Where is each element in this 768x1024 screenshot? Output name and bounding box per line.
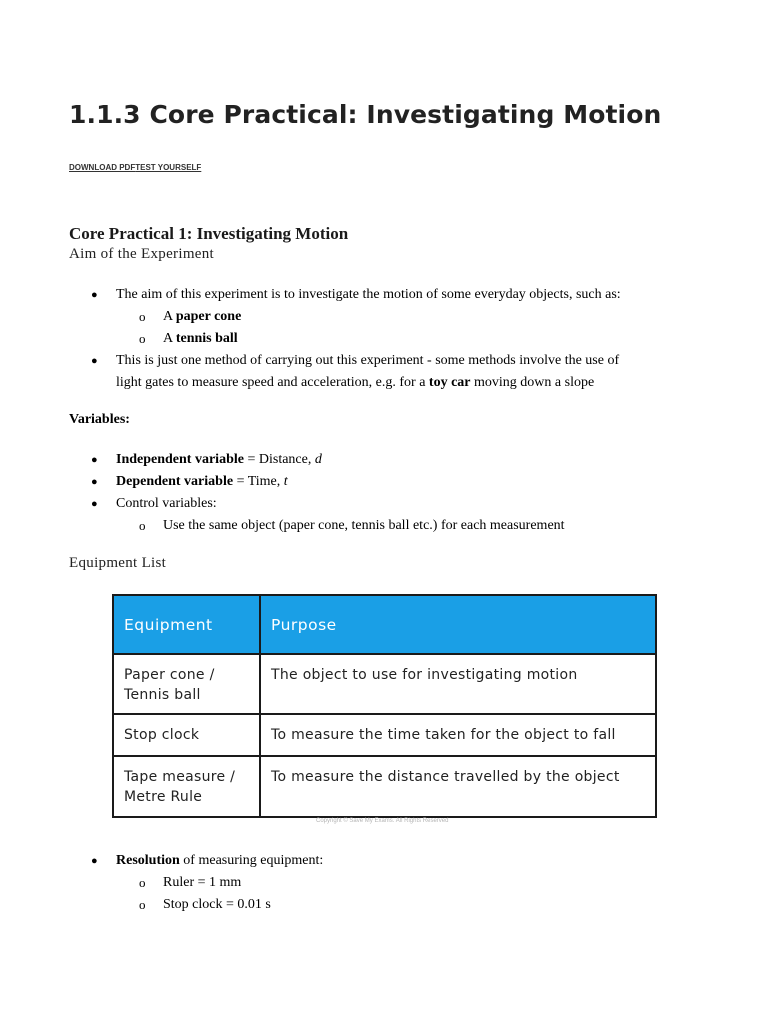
list-item: ● Resolution of measuring equipment: xyxy=(69,850,709,872)
list-item: o Stop clock = 0.01 s xyxy=(69,894,709,916)
list-item: ● Control variables: xyxy=(69,493,709,515)
bullet-icon: ● xyxy=(91,498,98,510)
test-yourself-link[interactable]: TEST YOURSELF xyxy=(135,163,202,172)
list-item: o A paper cone xyxy=(69,306,709,328)
table-header-row xyxy=(113,595,656,654)
table-row xyxy=(113,714,656,756)
variables-list xyxy=(69,449,709,537)
section-heading: Core Practical 1: Investigating Motion xyxy=(69,224,349,243)
aim-heading: Aim of the Experiment xyxy=(69,246,215,262)
copyright-notice: Copyright © Save My Exams. All Rights Reserved xyxy=(316,818,449,824)
equipment-heading: Equipment List xyxy=(69,555,167,571)
bullet-icon: ● xyxy=(91,289,98,301)
circle-bullet-icon: o xyxy=(139,309,146,324)
list-item: o Use the same object (paper cone, tennis ball etc.) for each measurement xyxy=(69,515,709,537)
list-item: ● Independent variable = Distance, d xyxy=(69,449,709,471)
resolution-list xyxy=(69,850,709,916)
list-item: ● This is just one method of carrying out this experiment - some methods involve the use of light gates to measure speed and acceleration, e.g. for a toy car moving down a slope xyxy=(69,350,709,394)
list-item: ● Dependent variable = Time, t xyxy=(69,471,709,493)
circle-bullet-icon: o xyxy=(139,518,146,533)
equipment-cell: Paper cone / Tennis ball xyxy=(113,654,260,714)
circle-bullet-icon: o xyxy=(139,331,146,346)
table-row xyxy=(113,756,656,817)
aim-list xyxy=(69,284,709,394)
bullet-icon: ● xyxy=(91,476,98,488)
purpose-cell: To measure the distance travelled by the object xyxy=(260,756,656,817)
column-header-equipment: Equipment xyxy=(113,595,260,654)
table-row xyxy=(113,654,656,714)
equipment-cell: Tape measure / Metre Rule xyxy=(113,756,260,817)
column-header-purpose: Purpose xyxy=(260,595,656,654)
page-title: 1.1.3 Core Practical: Investigating Motion xyxy=(69,100,662,129)
bullet-icon: ● xyxy=(91,355,98,367)
purpose-cell: The object to use for investigating motion xyxy=(260,654,656,714)
variables-heading: Variables: xyxy=(69,412,130,427)
bullet-icon: ● xyxy=(91,454,98,466)
bullet-icon: ● xyxy=(91,855,98,867)
purpose-cell: To measure the time taken for the object to fall xyxy=(260,714,656,756)
equipment-cell: Stop clock xyxy=(113,714,260,756)
list-item: o Ruler = 1 mm xyxy=(69,872,709,894)
circle-bullet-icon: o xyxy=(139,897,146,912)
list-item: o A tennis ball xyxy=(69,328,709,350)
action-links xyxy=(69,163,201,172)
download-pdf-link[interactable]: DOWNLOAD PDF xyxy=(69,163,136,172)
equipment-table xyxy=(112,594,657,818)
list-item: ● The aim of this experiment is to investigate the motion of some everyday objects, such as: xyxy=(69,284,709,306)
circle-bullet-icon: o xyxy=(139,875,146,890)
